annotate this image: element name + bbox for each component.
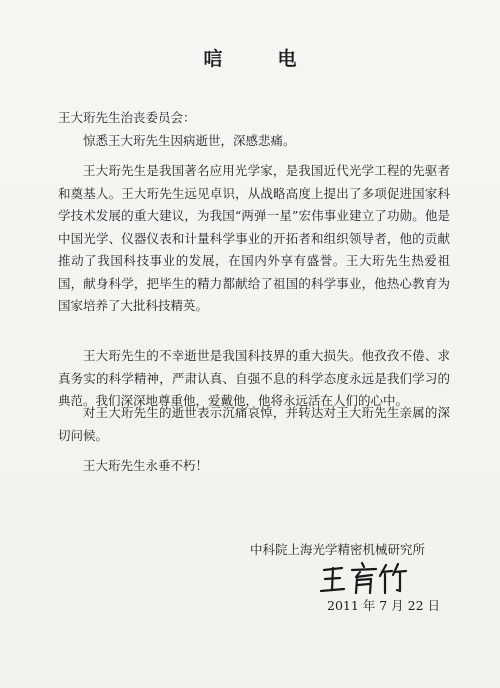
handwritten-signature — [318, 560, 408, 598]
signature-date: 2011 年 7 月 22 日 — [327, 598, 441, 613]
paragraph-2: 王大珩先生是我国著名应用光学家，是我国近代光学工程的先驱者和奠基人。王大珩先生远见卓识，从战略高度上提出了多项促进国家科学技术发展的重大建议，为我国“两弹一星”宏伟事业建立了功勋。他是中国光学、仪器仪表和计量科学事业的开拓者和组织领导者，他的贡献推动了我国科技事业的发展，在国内外享有盛誉。王大珩先生热爱祖国，献身科学，把毕生的精力都献给了祖国的科学事业，他热心教育为国家培养了大批科技精英。 — [58, 163, 450, 313]
paragraph-5: 王大珩先生永垂不朽！ — [83, 458, 209, 473]
salutation: 王大珩先生治丧委员会： — [58, 110, 196, 125]
paragraph-1: 惊悉王大珩先生因病逝世，深感悲痛。 — [83, 133, 296, 148]
paragraph-4: 对王大珩先生的逝世表示沉痛哀悼，并转达对王大珩先生亲属的深切问候。 — [58, 405, 450, 443]
signature-organization: 中科院上海光学精密机械研究所 — [250, 542, 426, 557]
letter-title: 唁 电 — [203, 48, 315, 70]
paragraph-3: 王大珩先生的不幸逝世是我国科技界的重大损失。他孜孜不倦、求真务实的科学精神，严肃认真、自强不息的科学态度永远是我们学习的典范。我们深深地尊重他，爱戴他，他将永远活在人们的心中。 — [58, 348, 450, 408]
